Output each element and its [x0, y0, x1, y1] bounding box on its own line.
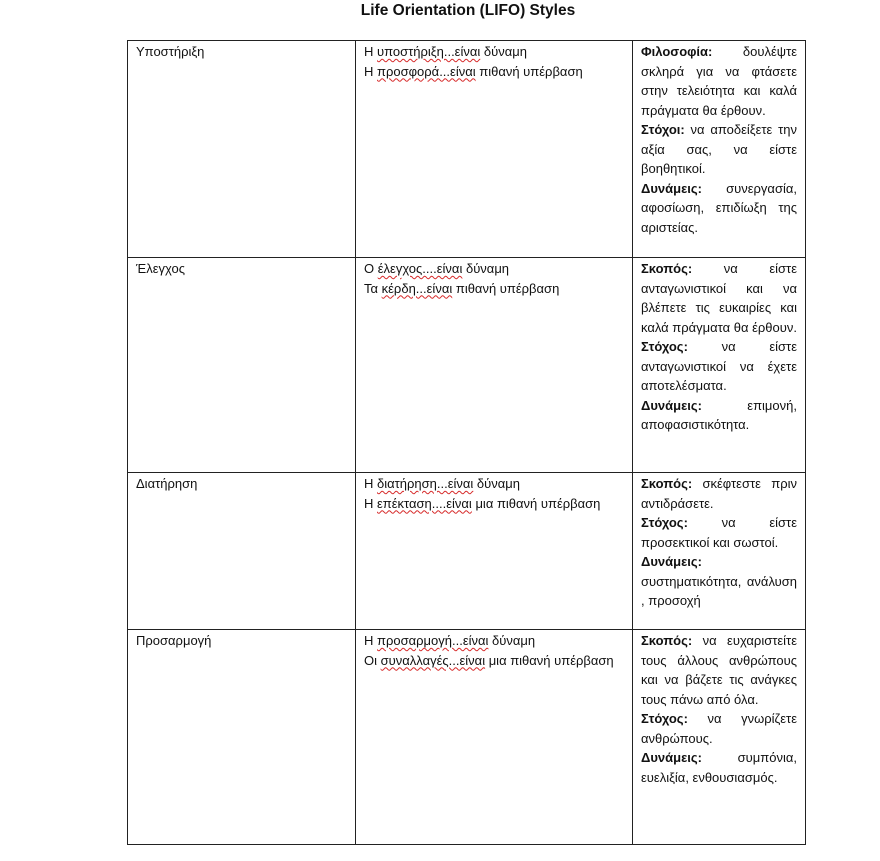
spellcheck-word: διατήρηση...είναι [377, 476, 474, 491]
style-statements-cell [356, 41, 633, 258]
goals-paragraph: Στόχοι: να αποδείξετε την αξία σας, να είστε βοηθητικοί. [641, 122, 797, 176]
spellcheck-word: υποστήριξη...είναι [377, 44, 481, 59]
strengths-paragraph: Δυνάμεις: συμπόνια, ευελιξία, ενθουσιασμός. [641, 750, 797, 785]
style-description-cell [633, 41, 806, 258]
strength-statement: Η διατήρηση...είναι δύναμη [364, 476, 521, 491]
style-name: Διατήρηση [136, 476, 198, 491]
spellcheck-word: επέκταση....είναι [377, 495, 472, 511]
spellcheck-word: κέρδη...είναι [381, 280, 453, 296]
strengths-paragraph: Δυνάμεις: συστηματικότητα, ανάλυση , προσοχή [641, 554, 797, 608]
excess-statement: Η προσφορά...είναι πιθανή υπέρβαση [364, 63, 583, 79]
style-statements-cell [356, 473, 633, 630]
style-description-cell [633, 258, 806, 473]
purpose-paragraph: Σκοπός: σκέφτεστε πριν αντιδράσετε. [641, 476, 797, 511]
style-name: Υποστήριξη [136, 44, 205, 59]
table-row [128, 630, 806, 845]
spellcheck-word: έλεγχος....είναι [377, 261, 463, 276]
style-description-cell [633, 630, 806, 845]
excess-statement: Η επέκταση....είναι μια πιθανή υπέρβαση [364, 495, 601, 511]
table-row [128, 258, 806, 473]
document-title: Life Orientation (LIFO) Styles [360, 2, 576, 19]
style-name-cell [128, 630, 356, 845]
excess-statement: Οι συναλλαγές...είναι μια πιθανή υπέρβαση [364, 652, 614, 668]
style-statements-cell [356, 630, 633, 845]
strength-statement: Η υποστήριξη...είναι δύναμη [364, 44, 527, 59]
style-name: Προσαρμογή [136, 633, 212, 648]
goals-paragraph: Στόχος: να γνωρίζετε ανθρώπους. [641, 711, 797, 746]
strength-statement: Η προσαρμογή...είναι δύναμη [364, 633, 536, 648]
spellcheck-word: συναλλαγές...είναι [380, 652, 486, 668]
style-name-cell [128, 473, 356, 630]
goals-paragraph: Στόχος: να είστε προσεκτικοί και σωστοί. [641, 515, 797, 550]
philosophy-paragraph: Φιλοσοφία: δουλέψτε σκληρά για να φτάσετε στην τελειότητα και καλά πράγματα θα έρθουν. [641, 44, 797, 118]
strengths-paragraph: Δυνάμεις: συνεργασία, αφοσίωση, επιδίωξη της αριστείας. [641, 180, 797, 235]
style-name-cell [128, 41, 356, 258]
strength-statement: Ο έλεγχος....είναι δύναμη [364, 261, 510, 276]
excess-statement: Τα κέρδη...είναι πιθανή υπέρβαση [364, 280, 560, 296]
purpose-paragraph: Σκοπός: να ευχαριστείτε τους άλλους ανθρώπους και να βάζετε τις ανάγκες τους πάνω από όλα. [641, 633, 797, 707]
style-name-cell [128, 258, 356, 473]
style-description-cell [633, 473, 806, 630]
spellcheck-word: προσαρμογή...είναι [377, 633, 489, 648]
spellcheck-word: προσφορά...είναι [377, 63, 476, 79]
table-row [128, 473, 806, 630]
lifo-styles-table [127, 40, 806, 845]
table-row [128, 41, 806, 258]
goals-paragraph: Στόχος: να είστε ανταγωνιστικοί να έχετε αποτελέσματα. [641, 339, 797, 393]
purpose-paragraph: Σκοπός: να είστε ανταγωνιστικοί και να βλέπετε τις ευκαιρίες και καλά πράγματα θα έρθουν. [641, 261, 797, 335]
style-name: Έλεγχος [136, 261, 185, 276]
strengths-paragraph: Δυνάμεις: επιμονή, αποφασιστικότητα. [641, 397, 797, 432]
style-statements-cell [356, 258, 633, 473]
